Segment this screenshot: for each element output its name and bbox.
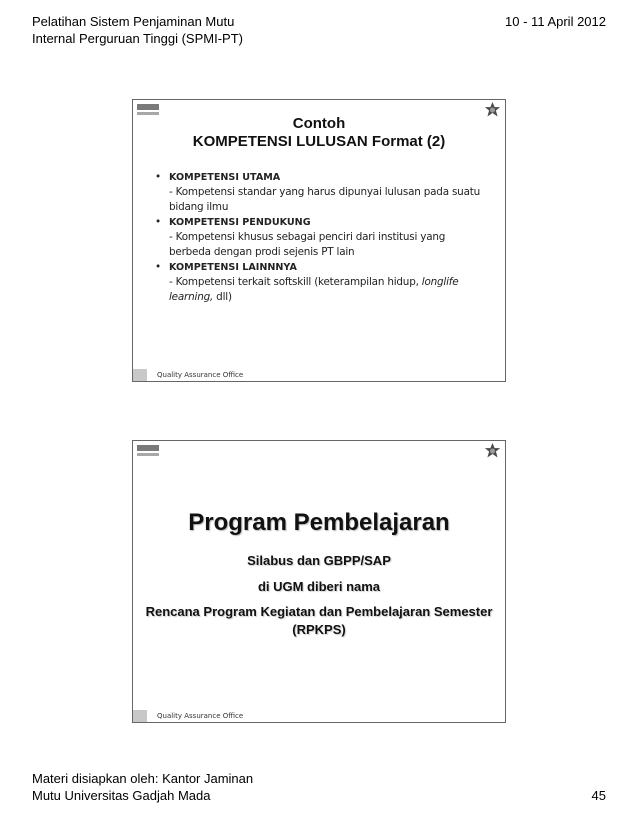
bullet-description-line [169,275,485,290]
slide-thumbnail-2 [132,440,506,723]
bullet-description-line: berbeda dengan prodi sejenis PT lain [169,246,355,258]
bullet-description-line: bidang ilmu [169,201,229,213]
slide-footer [133,369,505,381]
slide-body [153,170,485,305]
bullet-heading: KOMPETENSI PENDUKUNG [169,217,311,228]
slide-thumbnail-1 [132,99,506,382]
header-line-2: Internal Perguruan Tinggi (SPMI-PT) [32,31,243,46]
header-date: 10 - 11 April 2012 [505,14,606,29]
bullet-description-line: - Kompetensi standar yang harus dipunyai lulusan pada suatu [169,186,480,198]
description-text: dll) [213,291,232,303]
page-header-left [32,13,243,47]
slide-line-2: di UGM diberi nama [257,579,381,594]
slide-corner-mark [137,445,159,451]
description-italic: longlife [421,276,459,288]
list-item [153,260,485,275]
slide-line-4: (RPKPS) [292,622,346,637]
slide-title [133,115,505,151]
footer-label: Quality Assurance Office [157,371,244,379]
university-emblem-icon [484,443,501,460]
page-footer-left [32,770,253,804]
list-item [153,215,485,230]
bullet-icon: • [155,261,162,273]
slide-line-3: Rencana Program Kegiatan dan Pembelajaran Semester [145,604,493,619]
footer-line-1: Materi disiapkan oleh: Kantor Jaminan [32,771,254,786]
header-line-1: Pelatihan Sistem Penjaminan Mutu [32,14,235,29]
slide-title: Program Pembelajaran [188,509,450,536]
bullet-icon: • [155,171,162,183]
list-item [153,170,485,185]
slide-line-1: Silabus dan GBPP/SAP [247,553,391,568]
slide-title-line-1: Contoh [292,115,346,132]
bullet-description [153,275,485,305]
bullet-heading: KOMPETENSI UTAMA [169,172,281,183]
bullet-description-line: - Kompetensi khusus sebagai penciri dari institusi yang [169,231,446,243]
slide-corner-mark [137,104,159,110]
bullet-description-line [169,290,485,305]
bullet-description [153,230,485,260]
footer-label: Quality Assurance Office [157,712,244,720]
footer-line-2: Mutu Universitas Gadjah Mada [32,788,211,803]
bullet-heading: KOMPETENSI LAINNNYA [169,262,297,273]
slide-footer [133,710,505,722]
bullet-description [153,185,485,215]
description-text: - Kompetensi terkait softskill (keterampilan hidup, [169,276,422,288]
description-italic: learning, [169,291,214,303]
footer-bar [133,710,147,722]
footer-bar [133,369,147,381]
page-number: 45 [591,788,606,803]
slide-title-line-2: KOMPETENSI LULUSAN Format (2) [192,133,446,150]
slide-corner-mark-secondary [137,453,159,456]
bullet-icon: • [155,216,162,228]
